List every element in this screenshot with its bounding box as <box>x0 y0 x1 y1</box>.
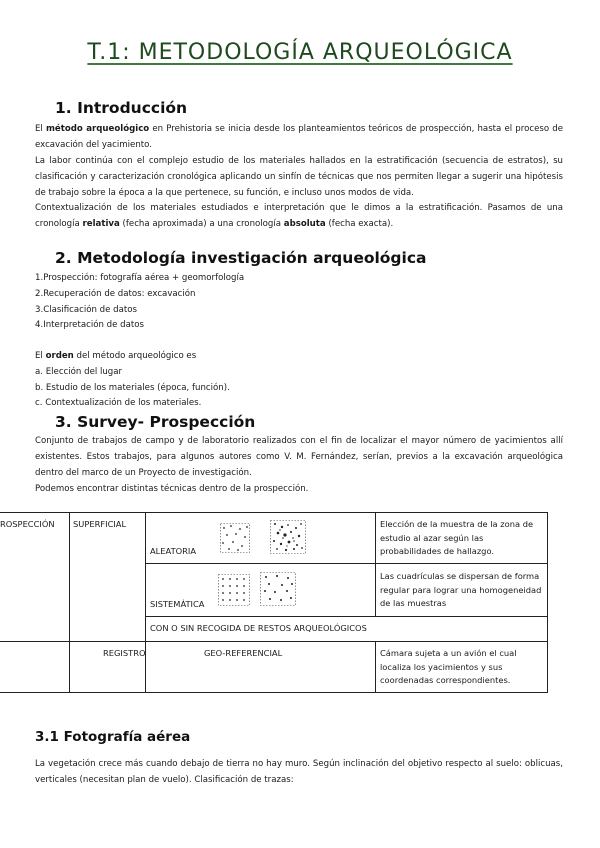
intro-paragraph-1 <box>35 121 563 153</box>
systematic-sampling-zoom-diagram <box>260 572 296 606</box>
cell-sistematica: SISTEMÁTICA <box>150 599 205 609</box>
cell-sistematica-desc: Las cuadrículas se dispersan de forma regular para lograr una homogeneidad de las muestras <box>380 571 542 608</box>
cell-aleatoria-desc: Elección de la muestra de la zona de estudio al azar según las probabilidades de hallazgo. <box>380 519 534 556</box>
bold-term: método arqueológico <box>45 124 150 134</box>
table-rule <box>0 641 548 642</box>
cell-recogida: CON O SIN RECOGIDA DE RESTOS ARQUEOLÓGICOS <box>150 623 367 633</box>
page-title: T.1: METODOLOGÍA ARQUEOLÓGICA <box>87 40 513 65</box>
text-run: (fecha aproximada) a una cronología <box>119 219 284 229</box>
survey-paragraph-1: Conjunto de trabajos de campo y de laboratorio realizados con el fin de localizar el mayor número de yacimientos allí existentes. Estos trabajos, para algunos autores como V. M. Fernández, serían, previos a la excavación arqueológica dentro del marco de un Proyecto de investigación. <box>35 436 563 478</box>
table-rule <box>145 512 146 692</box>
bold-term: absoluta <box>283 219 326 229</box>
table-rule <box>69 512 70 692</box>
section-heading-fotografia-aerea: 3.1 Fotografía aérea <box>35 729 191 745</box>
table-rule <box>375 512 376 616</box>
table-rule <box>145 563 548 564</box>
text-run: El <box>35 124 46 134</box>
section-heading-introduccion: 1. Introducción <box>55 99 188 117</box>
section-heading-metodologia: 2. Metodología investigación arqueológica <box>55 249 427 267</box>
list-item: 1.Prospección: fotografía aérea + geomorfología <box>35 273 245 283</box>
list-item: a. Elección del lugar <box>35 367 123 377</box>
table-rule <box>0 692 548 693</box>
cell-georef-desc: Cámara sujeta a un avión el cual localiza los yacimientos y sus coordenadas correspondientes. <box>380 648 517 685</box>
table-rule <box>547 512 548 692</box>
table-rule <box>145 616 548 617</box>
text-run: Contextualización de los materiales estudiados e interpretación que le dimos a la estratificación. Pasamos de una cronología <box>35 203 563 229</box>
intro-paragraph-3 <box>35 200 563 232</box>
systematic-sampling-diagram <box>218 574 250 606</box>
fotografia-paragraph: La vegetación crece más cuando debajo de tierra no hay muro. Según inclinación del objetivo respecto al suelo: oblicuas, verticales (necesitan plan de vuelo). Clasificación de trazas: <box>35 759 563 785</box>
prospeccion-table <box>0 512 548 693</box>
cell-prospeccion: ROSPECCIÓN <box>0 519 55 529</box>
survey-paragraph-2: Podemos encontrar distintas técnicas dentro de la prospección. <box>35 484 309 494</box>
cell-aleatoria: ALEATORIA <box>150 546 197 556</box>
table-rule <box>375 641 376 692</box>
cell-superficial: SUPERFICIAL <box>73 519 127 529</box>
section-heading-survey: 3. Survey- Prospección <box>55 413 256 431</box>
random-sampling-zoom-diagram <box>270 520 306 554</box>
table-rule <box>0 512 548 513</box>
text-run: (fecha exacta). <box>325 219 394 229</box>
random-sampling-diagram <box>220 523 250 553</box>
cell-georef: GEO-REFERENCIAL <box>204 648 283 658</box>
list-item: 2.Recuperación de datos: excavación <box>35 289 196 299</box>
bold-term: relativa <box>82 219 120 229</box>
bold-term: orden <box>45 351 74 361</box>
text-run: en Prehistoria se inicia desde los planteamientos teóricos de prospección, hasta el proceso de excavación del yacimiento. <box>35 124 563 150</box>
orden-intro <box>35 348 196 364</box>
intro-paragraph-2: La labor continúa con el complejo estudio de los materiales hallados en la estratificación (secuencia de estratos), su clasificación y caracterización cronológica aplicando un sinfín de técnicas que nos permiten llegar a sugerir una hipótesis de trabajo sobre la época a la que pertenece, su función, e incluso unos modos de vida. <box>35 156 563 198</box>
text-run: del método arqueológico es <box>73 351 197 361</box>
list-item: 4.Interpretación de datos <box>35 320 144 330</box>
text-run: El <box>35 351 46 361</box>
list-item: c. Contextualización de los materiales. <box>35 398 202 408</box>
list-item: 3.Clasificación de datos <box>35 305 137 315</box>
cell-registro: REGISTRO <box>103 648 146 658</box>
list-item: b. Estudio de los materiales (época, función). <box>35 383 230 393</box>
